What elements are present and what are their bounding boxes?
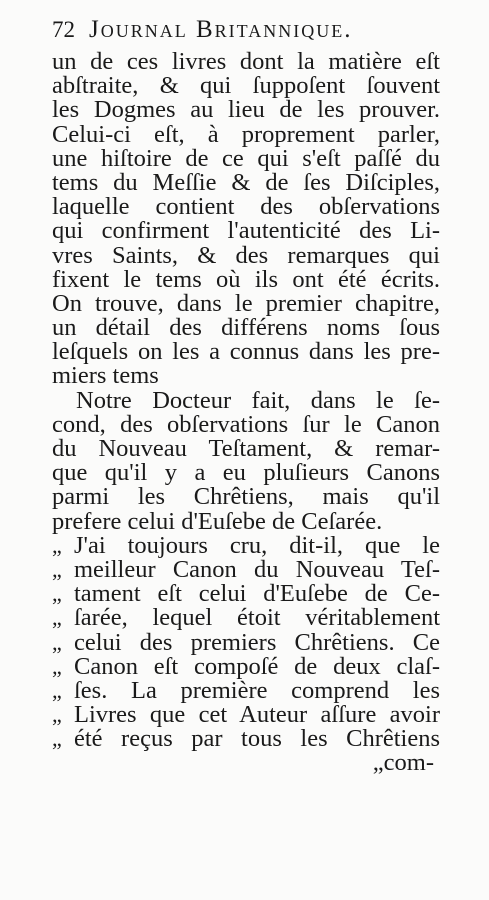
line-text: qui confirment l'autenticité des Li-: [52, 217, 440, 245]
line-text: fixent le tems où ils ont été écrits.: [52, 265, 440, 293]
text-line: [52, 461, 440, 485]
quote-mark: „: [52, 581, 62, 607]
line-text: parmi les Chrêtiens, mais qu'il: [52, 483, 440, 511]
page-number: 72: [52, 17, 75, 42]
text-line: [52, 219, 440, 243]
text-line: [52, 144, 440, 172]
text-line: [52, 120, 440, 148]
line-text: miers tems: [52, 362, 159, 390]
line-text: un détail des différens noms ſous: [52, 314, 440, 342]
text-line: [52, 195, 440, 219]
quote-mark: „: [52, 532, 62, 558]
text-line: [52, 437, 440, 461]
text-line: [52, 340, 440, 364]
text-line: [52, 265, 440, 293]
quote-mark: „: [52, 629, 62, 655]
line-text: cond, des obſervations ſur le Canon: [52, 410, 440, 438]
text-line: [52, 628, 440, 656]
text-line: [52, 316, 440, 340]
quote-mark: „: [52, 556, 62, 582]
quote-mark: „: [52, 605, 62, 631]
text-line: [52, 50, 440, 74]
text-line: [52, 555, 440, 583]
line-text: Notre Docteur fait, dans le ſe-: [76, 386, 440, 414]
text-line: [52, 386, 440, 414]
line-text: une hiſtoire de ce qui s'eſt paſſé du: [52, 144, 440, 172]
quote-mark: „: [52, 726, 62, 752]
line-text: ſes. La première comprend les: [74, 676, 440, 704]
text-line: [52, 676, 440, 704]
line-text: tament eſt celui d'Euſebe de Ce-: [74, 580, 440, 608]
text-line: [52, 241, 440, 269]
text-line: [52, 606, 440, 630]
text-line: [52, 485, 440, 509]
line-text: vres Saints, & des remarques qui: [52, 241, 440, 269]
line-text: que qu'il y a eu pluſieurs Canons: [52, 459, 440, 487]
text-line: [52, 652, 440, 680]
catchword: „com-: [372, 749, 434, 777]
line-text: On trouve, dans le premier chapitre,: [52, 289, 440, 317]
text-line: [52, 507, 440, 535]
line-text: été reçus par tous les Chrêtiens: [74, 725, 440, 753]
line-text: les Dogmes au lieu de les prouver.: [52, 96, 440, 124]
line-text: Celui-ci eſt, à proprement parler,: [52, 120, 440, 148]
line-text: Canon eſt compoſé de deux claſ-: [74, 652, 440, 680]
line-text: du Nouveau Teſtament, & remar-: [52, 435, 440, 462]
catchword-line: [52, 751, 440, 775]
line-text: Livres que cet Auteur aſſure avoir: [74, 701, 440, 729]
text-line: [52, 703, 440, 727]
line-text: un de ces livres dont la matière eſt: [52, 48, 440, 75]
running-title: Journal Britannique.: [89, 16, 353, 43]
line-text: laquelle contient des obſervations: [52, 193, 440, 221]
text-line: [52, 727, 440, 751]
line-text: leſquels on les a connus dans les pre-: [52, 338, 440, 366]
quote-mark: „: [52, 653, 62, 679]
text-line: [52, 168, 440, 196]
text-line: [52, 98, 440, 122]
body-text: [52, 50, 440, 776]
text-line: [52, 531, 440, 559]
quote-mark: „: [52, 677, 62, 703]
line-text: tems du Meſſie & de ſes Diſciples,: [52, 168, 440, 196]
line-text: meilleur Canon du Nouveau Teſ-: [74, 555, 440, 583]
text-line: [52, 289, 440, 317]
text-line: [52, 74, 440, 98]
line-text: prefere celui d'Euſebe de Ceſarée.: [52, 507, 383, 535]
line-text: celui des premiers Chrêtiens. Ce: [74, 628, 440, 656]
text-line: [52, 410, 440, 438]
line-text: J'ai toujours cru, dit-il, que le: [74, 531, 440, 559]
running-header: [52, 16, 442, 44]
text-line: [52, 364, 440, 388]
line-text: ſarée, lequel étoit véritablement: [74, 604, 440, 632]
text-line: [52, 582, 440, 606]
line-text: abſtraite, & qui ſuppoſent ſouvent: [52, 72, 440, 100]
quote-mark: „: [52, 702, 62, 728]
